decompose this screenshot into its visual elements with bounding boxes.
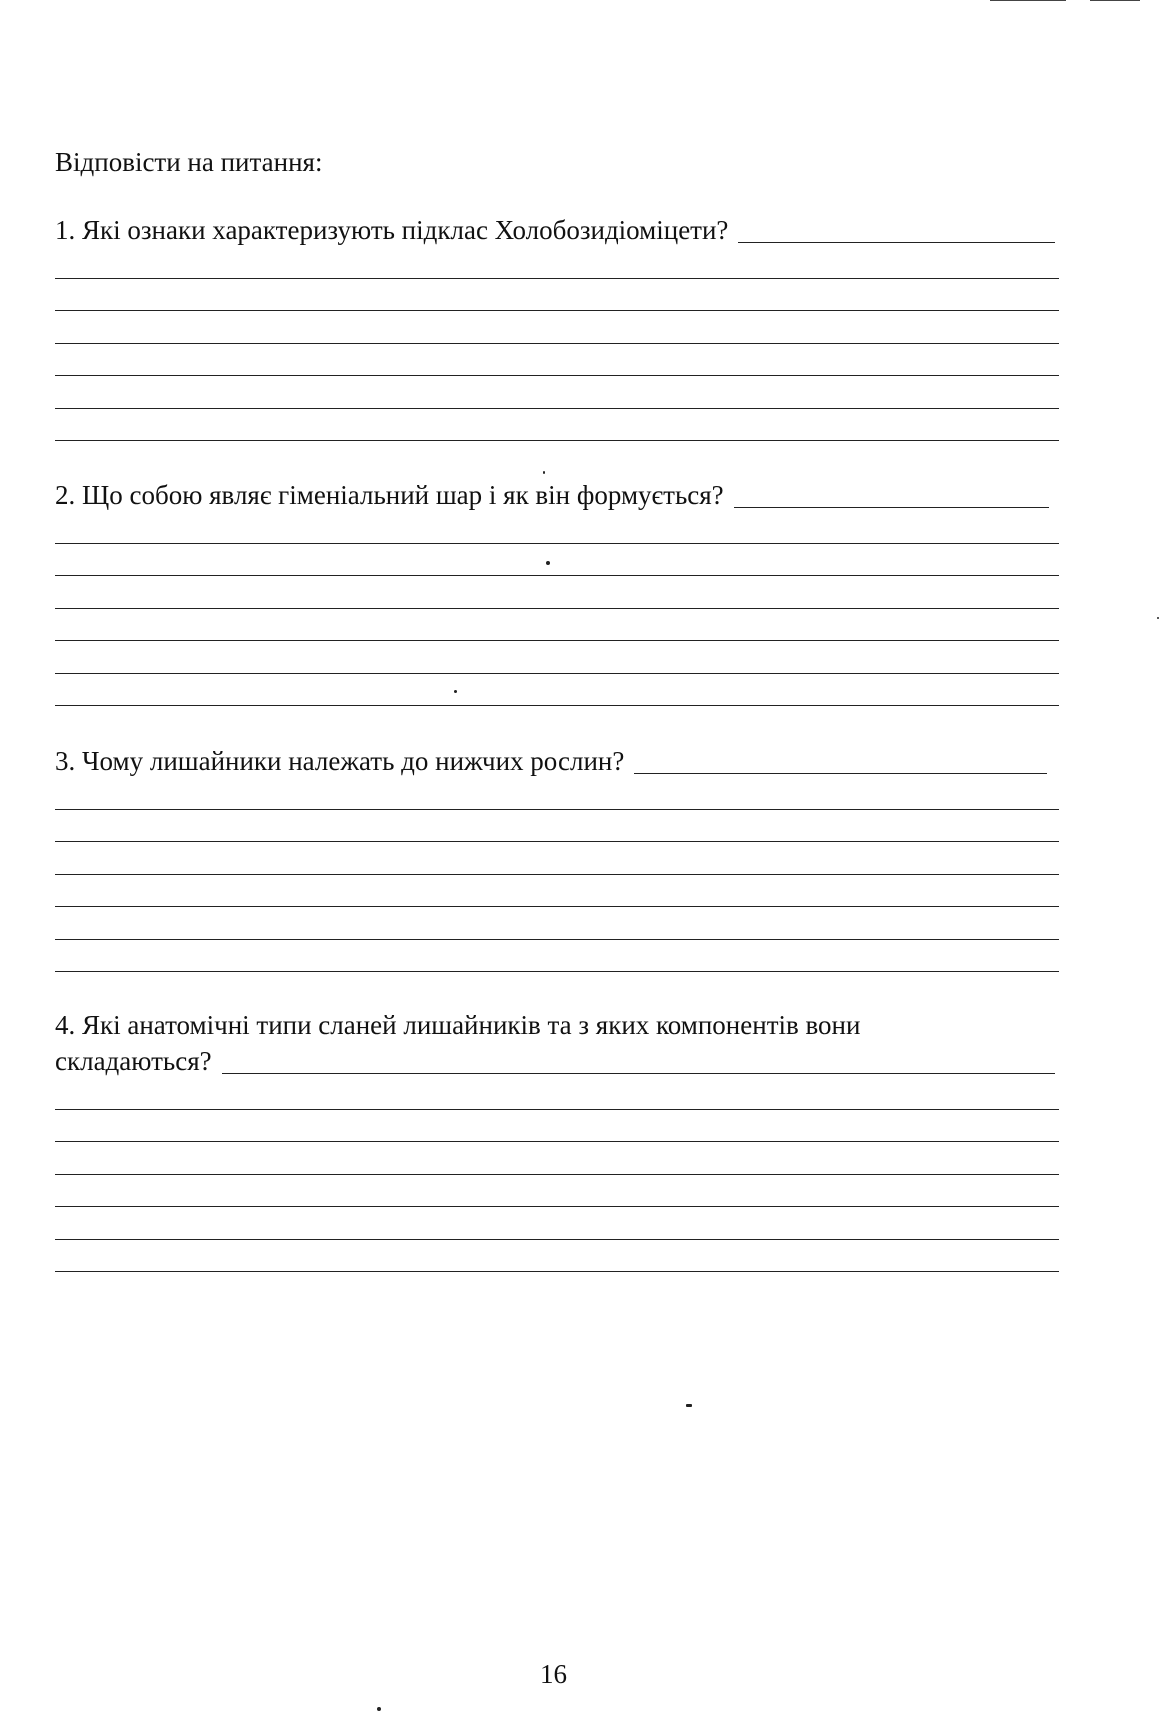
answer-line[interactable] [55, 375, 1059, 376]
answer-line[interactable] [55, 1141, 1059, 1142]
scan-speck [454, 690, 457, 693]
answer-line[interactable] [55, 673, 1059, 674]
answer-line[interactable] [55, 1109, 1059, 1110]
answer-line[interactable] [55, 408, 1059, 409]
question-2-text: 2. Що собою являє гіменіальний шар і як він формується? [55, 480, 724, 510]
question-3-text: 3. Чому лишайники належать до нижчих рослин? [55, 746, 625, 776]
answer-line[interactable] [55, 1206, 1059, 1207]
instructions-heading: Відповісти на питання: [55, 147, 323, 177]
answer-line[interactable] [55, 906, 1059, 907]
question-2 [55, 477, 1055, 706]
scan-speck [546, 561, 550, 565]
scan-artifact-line [990, 0, 1066, 1]
question-4-text-line-1: 4. Які анатомічні типи сланей лишайників та з яких компонентів вони [55, 1010, 861, 1040]
scan-artifact-line [1090, 0, 1140, 1]
answer-line[interactable] [55, 1271, 1059, 1272]
answer-line[interactable] [55, 939, 1059, 940]
answer-line[interactable] [634, 773, 1047, 774]
scan-speck [686, 1404, 692, 1407]
question-1-text: 1. Які ознаки характеризують підклас Холобозидіоміцети? [55, 215, 729, 245]
answer-line[interactable] [734, 507, 1049, 508]
answer-line[interactable] [55, 874, 1059, 875]
answer-line[interactable] [55, 543, 1059, 544]
scan-speck [1157, 617, 1159, 619]
answer-line[interactable] [55, 1239, 1059, 1240]
answer-line[interactable] [55, 440, 1059, 441]
scan-speck [543, 471, 545, 474]
answer-line[interactable] [55, 971, 1059, 972]
answer-line[interactable] [738, 242, 1055, 243]
answer-line[interactable] [55, 841, 1059, 842]
answer-line[interactable] [55, 705, 1059, 706]
answer-line[interactable] [55, 640, 1059, 641]
scan-speck [377, 1707, 381, 1711]
answer-line[interactable] [55, 608, 1059, 609]
answer-line[interactable] [55, 809, 1059, 810]
question-1 [55, 212, 1055, 441]
question-4 [55, 1009, 1055, 1272]
question-3 [55, 743, 1055, 972]
answer-line[interactable] [222, 1073, 1055, 1074]
answer-line[interactable] [55, 575, 1059, 576]
answer-line[interactable] [55, 310, 1059, 311]
page-number: 16 [540, 1659, 567, 1689]
question-4-text-line-2: складаються? [55, 1046, 212, 1076]
answer-line[interactable] [55, 278, 1059, 279]
answer-line[interactable] [55, 1174, 1059, 1175]
answer-line[interactable] [55, 343, 1059, 344]
